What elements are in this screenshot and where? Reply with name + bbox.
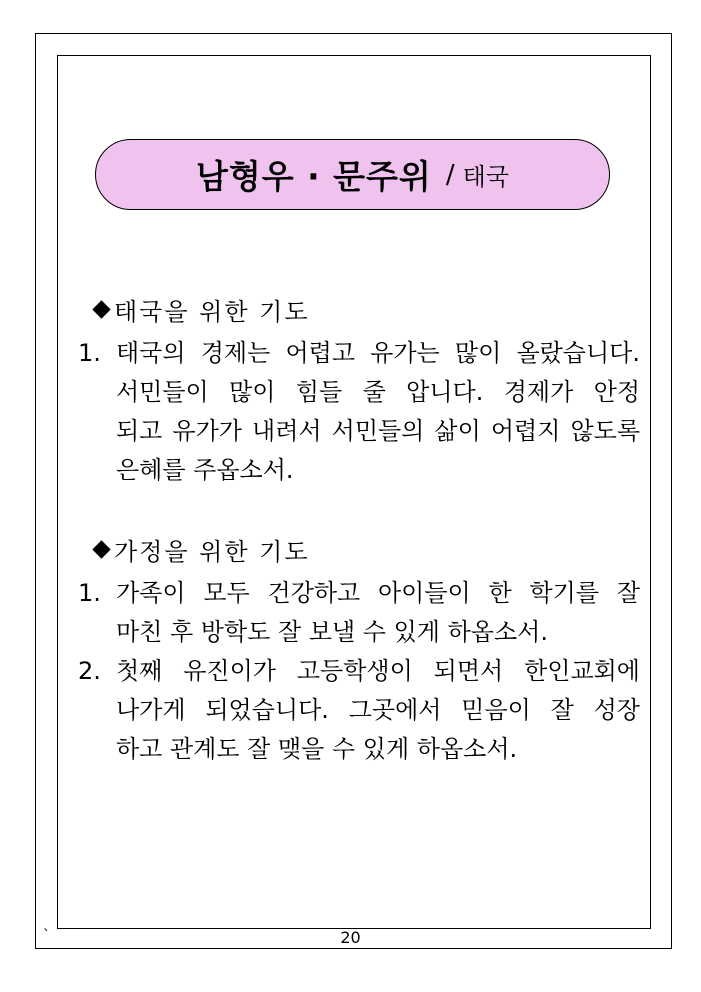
missionary-names: 남형우 · 문주위 [196,157,432,196]
diamond-bullet-icon [92,300,110,318]
title-banner [95,139,610,210]
item-line: 서민들이 많이 힘들 줄 압니다. 경제가 안정 [116,378,640,406]
item-line: 마친 후 방학도 잘 보낼 수 있게 하옵소서. [116,618,548,646]
item-line: 나가게 되었습니다. 그곳에서 믿음이 잘 성장 [116,696,640,724]
section-heading-family [90,532,310,567]
page-number: 20 [340,928,361,947]
title-separator: / [445,159,455,190]
prayer-item [78,574,640,652]
section-heading-label: 태국을 위한 기도 [114,298,310,326]
item-line: 은혜를 주옵소서. [116,456,294,484]
section-heading-label: 가정을 위한 기도 [114,538,310,566]
item-line: 하고 관계도 잘 맺을 수 있게 하옵소서. [116,735,518,763]
item-number: 1. [78,579,101,607]
prayer-item [78,652,640,769]
item-line: 가족이 모두 건강하고 아이들이 한 학기를 잘 [116,579,640,607]
item-number: 2. [78,657,101,685]
item-line: 되고 유가가 내려서 서민들의 삶이 어렵지 않도록 [116,417,640,445]
prayer-item [78,334,640,490]
mission-country: 태국 [462,163,509,191]
item-line: 첫째 유진이가 고등학생이 되면서 한인교회에 [116,657,640,685]
footer-tick-mark: ` [43,928,50,944]
item-number: 1. [78,339,101,367]
item-line: 태국의 경제는 어렵고 유가는 많이 올랐습니다. [116,339,640,367]
section-heading-country [90,292,310,327]
diamond-bullet-icon [92,540,110,558]
